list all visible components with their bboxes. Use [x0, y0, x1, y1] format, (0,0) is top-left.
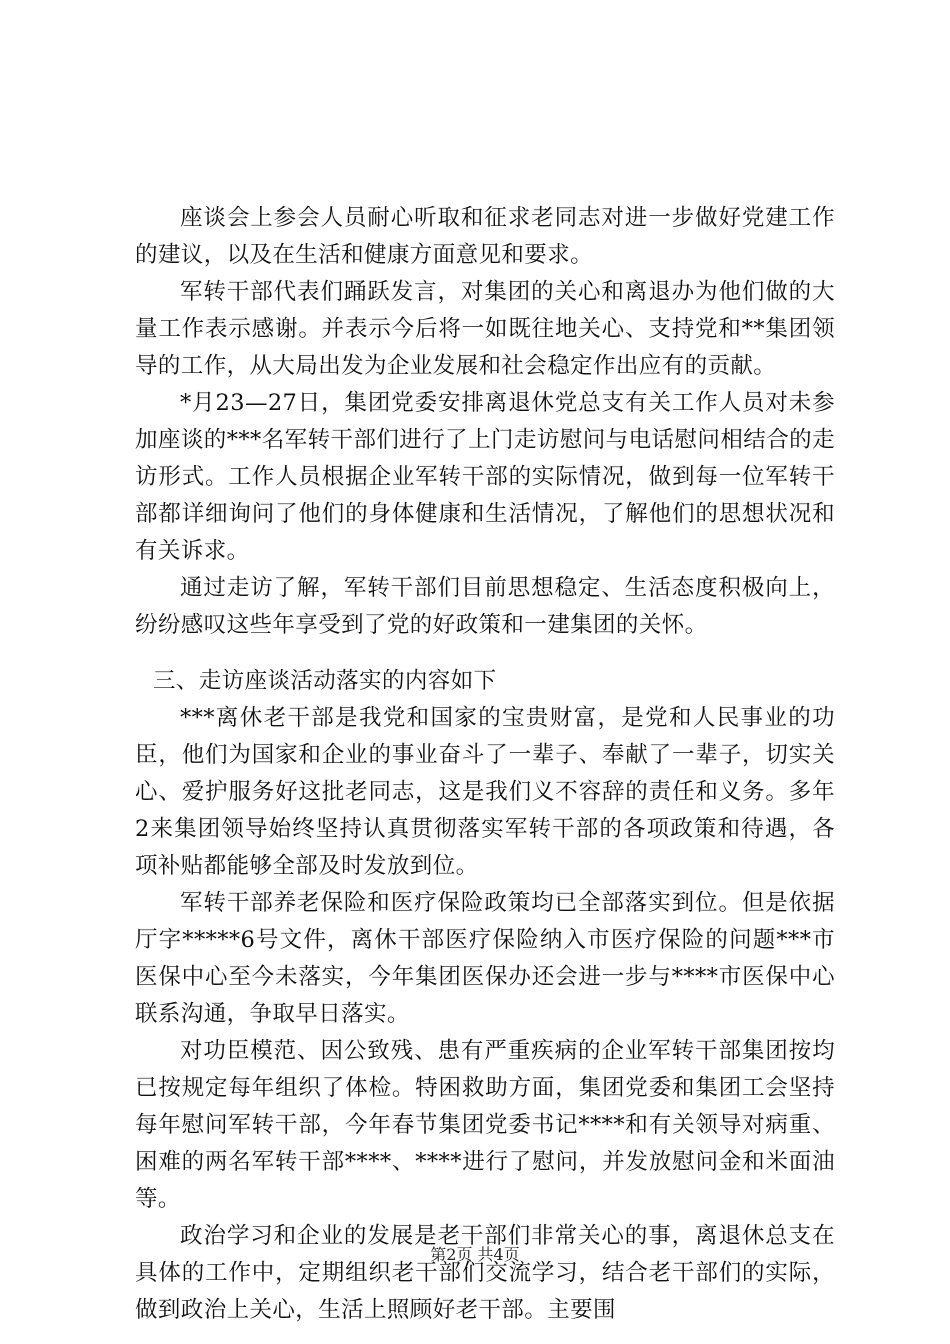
paragraph-home-visits: *月23—27日，集团党委安排离退休党总支有关工作人员对未参加座谈的***名军转干部们进行了上门走访慰问与电话慰问相结合的走访形式。工作人员根据企业军转干部的实际情况，做到每一位军转干部都详细询问了他们的身体健康和生活情况，了解他们的思想状况和有关诉求。	[135, 390, 835, 564]
section-spacer	[135, 644, 835, 663]
page-footer: 第2页 共4页	[430, 1245, 520, 1264]
paragraph-representatives-speech: 军转干部代表们踊跃发言，对集团的关心和离退办为他们做的大量工作表示感谢。并表示今后将一如既往地关心、支持党和**集团领导的工作，从大局出发为企业发展和社会稳定作出应有的贡献。	[135, 279, 835, 379]
document-body	[135, 200, 835, 1329]
paragraph-retired-cadres: ***离休老干部是我党和国家的宝贵财富，是党和人民事业的功臣，他们为国家和企业的事业奋斗了一辈子、奉献了一辈子，切实关心、爱护服务好这批老同志，这是我们义不容辞的责任和义务。多年2来集团领导始终坚持认真贯彻落实军转干部的各项政策和待遇，各项补贴都能够全部及时发放到位。	[135, 705, 835, 879]
section-heading: 三、走访座谈活动落实的内容如下	[153, 668, 497, 694]
paragraph-visit-results: 通过走访了解，军转干部们目前思想稳定、生活态度积极向上，纷纷感叹这些年享受到了党的好政策和一建集团的关怀。	[135, 575, 835, 638]
paragraph-forum-opinions: 座谈会上参会人员耐心听取和征求老同志对进一步做好党建工作的建议，以及在生活和健康方面意见和要求。	[135, 205, 835, 268]
paragraph-political-study: 政治学习和企业的发展是老干部们非常关心的事，离退休总支在具体的工作中，定期组织老干部们交流学习，结合老干部们的实际，做到政治上关心，生活上照顾好老干部。主要围	[135, 1223, 835, 1323]
paragraph-insurance-policy: 军转干部养老保险和医疗保险政策均已全部落实到位。但是依据厅字*****6号文件，离休干部医疗保险纳入市医疗保险的问题***市医保中心至今未落实，今年集团医保办还会进一步与****市医保中心联系沟通，争取早日落实。	[135, 890, 835, 1027]
paragraph-health-checks: 对功臣模范、因公致残、患有严重疾病的企业军转干部集团按均已按规定每年组织了体检。特困救助方面，集团党委和集团工会坚持每年慰问军转干部，今年春节集团党委书记****和有关领导对病重、困难的两名军转干部****、****进行了慰问，并发放慰问金和米面油等。	[135, 1038, 835, 1212]
